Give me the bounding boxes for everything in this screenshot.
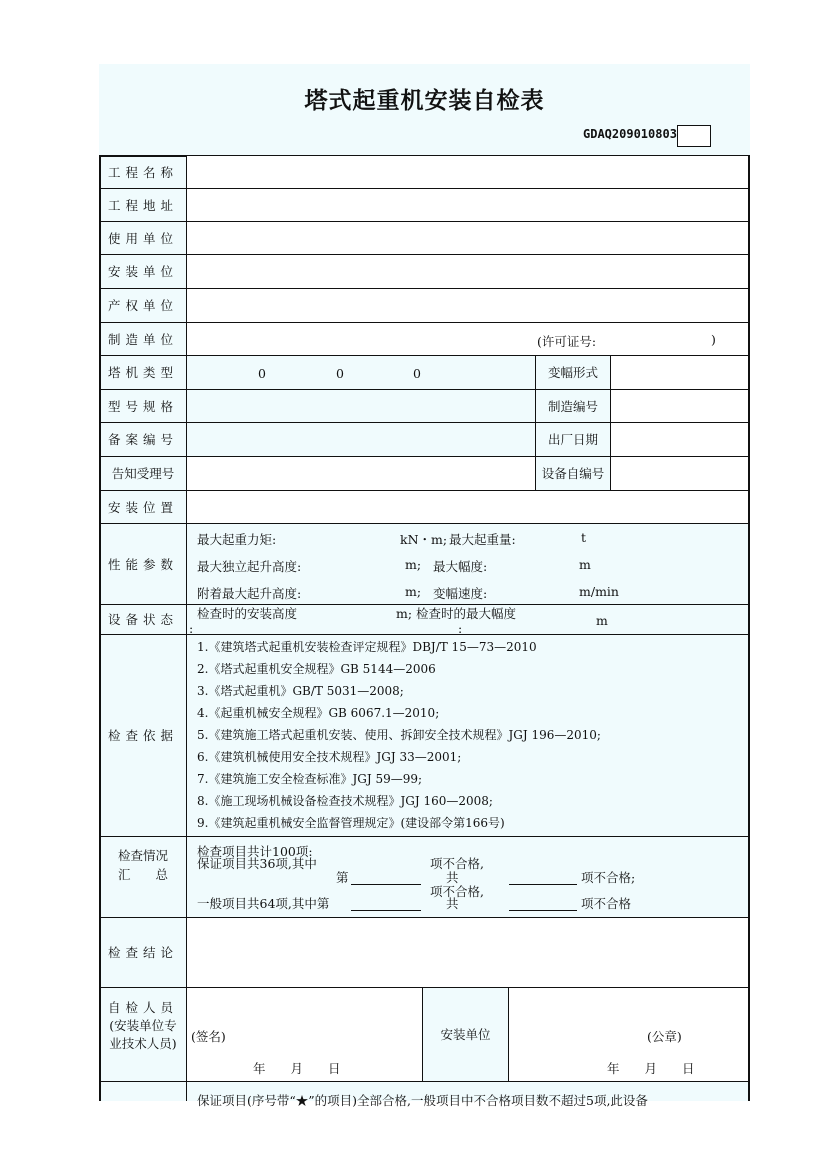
table-right-border [748, 155, 750, 1101]
max-radius-status-colon: : [458, 621, 463, 636]
guarantee-fail-count-field[interactable] [509, 884, 577, 885]
model-spec-label: 型号规格 [107, 398, 178, 414]
project-name-field[interactable] [187, 156, 748, 188]
project-name-label: 工程名称 [107, 164, 178, 180]
sign-date: 年 月 日 [253, 1061, 341, 1076]
max-radius-label: 最大幅度: [433, 559, 488, 574]
load-unit: t [581, 530, 587, 545]
max-moment-label: 最大起重力矩: [197, 532, 277, 547]
seal-date: 年 月 日 [607, 1061, 695, 1076]
inspector-label-2: (安装单位专 [109, 1018, 177, 1033]
license-label: (许可证号: [537, 334, 597, 349]
basis-item-2: 2.《塔式起重机安全规程》GB 5144—2006 [197, 662, 436, 676]
notice-no-field[interactable] [187, 457, 535, 490]
property-unit-field[interactable] [187, 289, 748, 322]
seal-label: (公章) [647, 1029, 682, 1044]
notice-no-label: 告知受理号 [111, 466, 175, 481]
sign-label: (签名) [191, 1029, 226, 1044]
basis-label: 检查依据 [107, 728, 178, 743]
install-unit-label: 安装单位 [107, 264, 178, 279]
free-height-label: 最大独立起升高度: [197, 559, 302, 574]
basis-item-3: 3.《塔式起重机》GB/T 5031—2008; [197, 684, 404, 698]
summary-fail-2b: 项不合格 [581, 896, 632, 911]
summary-gong-2: 共 [446, 896, 459, 911]
row-divider [99, 836, 750, 837]
factory-date-field[interactable] [611, 423, 748, 456]
inspector-install-unit-label: 安装单位 [440, 1027, 491, 1042]
summary-fail-1b: 项不合格; [581, 870, 636, 885]
basis-item-8: 8.《施工现场机械设备检查技术规程》JGJ 160—2008; [197, 794, 493, 808]
attached-height-label: 附着最大起升高度: [197, 586, 302, 601]
form-title: 塔式起重机安装自检表 [304, 88, 545, 114]
row-divider [99, 1081, 750, 1082]
max-radius-unit: m [579, 557, 591, 572]
general-fail-no-field[interactable] [351, 910, 421, 911]
row-divider [99, 523, 750, 524]
summary-guarantee: 保证项目共36项,其中 [197, 856, 317, 871]
manufacturer-field[interactable] [187, 323, 748, 355]
install-height-colon: : [189, 621, 194, 636]
factory-date-label: 出厂日期 [547, 432, 598, 447]
luff-speed-unit: m/min [579, 584, 619, 599]
device-no-label: 设备自编号 [541, 466, 605, 481]
form-code-box[interactable] [677, 125, 711, 147]
summary-label-2: 汇 总 [117, 867, 168, 882]
install-unit-field[interactable] [187, 255, 748, 288]
summary-label-1: 检查情况 [117, 848, 168, 863]
summary-fail-2: 项不合格, [430, 884, 484, 899]
row-divider [99, 634, 750, 635]
serial-no-field[interactable] [611, 390, 748, 422]
max-radius-status-label: m; 检查时的最大幅度 [396, 606, 517, 621]
install-position-field[interactable] [187, 491, 748, 523]
crane-type-value-3: 0 [413, 366, 421, 381]
inspector-label-3: 业技术人员) [109, 1036, 177, 1051]
max-load-label: 最大起重量: [449, 532, 516, 547]
crane-type-value-2: 0 [336, 366, 344, 381]
manufacturer-label: 制造单位 [107, 331, 178, 347]
project-address-field[interactable] [187, 189, 748, 221]
general-fail-count-field[interactable] [509, 910, 577, 911]
basis-item-5: 5.《建筑施工塔式起重机安装、使用、拆卸安全技术规程》JGJ 196—2010; [197, 728, 601, 742]
luffing-form-label: 变幅形式 [547, 365, 598, 380]
record-no-label: 备案编号 [107, 432, 178, 447]
form-sheet [99, 64, 750, 1108]
conclusion-field[interactable] [187, 918, 748, 987]
basis-item-1: 1.《建筑塔式起重机安装检查评定规程》DBJ/T 15—73—2010 [197, 640, 537, 654]
summary-total: 检查项目共计100项: [197, 844, 313, 859]
max-radius-status-unit: m [596, 613, 608, 628]
summary-gong-1: 共 [446, 870, 459, 885]
form-code: GDAQ209010803 [583, 127, 677, 141]
serial-no-label: 制造编号 [547, 398, 598, 414]
free-height-unit: m; [405, 557, 422, 572]
conclusion-label: 检查结论 [107, 945, 178, 960]
performance-label: 性能参数 [107, 556, 178, 572]
user-unit-field[interactable] [187, 222, 748, 254]
guarantee-fail-no-field[interactable] [351, 884, 421, 885]
basis-item-7: 7.《建筑施工安全检查标准》JGJ 59—99; [197, 772, 423, 786]
crane-type-label: 塔机类型 [107, 365, 178, 380]
basis-item-6: 6.《建筑机械使用安全技术规程》JGJ 33—2001; [197, 750, 462, 764]
crane-type-value-1: 0 [258, 366, 266, 381]
device-no-field[interactable] [611, 457, 748, 490]
summary-general: 一般项目共64项,其中第 [197, 896, 330, 911]
basis-item-9: 9.《建筑起重机械安全监督管理规定》(建设部令第166号) [197, 816, 505, 830]
property-unit-label: 产权单位 [107, 298, 178, 313]
moment-unit: kN・m; [400, 532, 448, 547]
footer-note: 保证项目(序号带“★”的项目)全部合格,一般项目中不合格项目数不超过5项,此设备 [197, 1093, 648, 1108]
summary-fail-1: 项不合格, [430, 856, 484, 871]
inspector-label-1: 自检人员 [107, 1000, 178, 1015]
install-position-label: 安装位置 [107, 499, 178, 515]
status-label: 设备状态 [107, 612, 178, 627]
attached-height-unit: m; [405, 584, 422, 599]
install-height-label: 检查时的安装高度 [197, 606, 298, 621]
luffing-form-field[interactable] [611, 356, 748, 389]
project-address-label: 工程地址 [107, 197, 178, 213]
license-close: ) [711, 332, 716, 347]
summary-di-1: 第 [336, 870, 349, 885]
basis-item-4: 4.《起重机械安全规程》GB 6067.1—2010; [197, 706, 440, 720]
luff-speed-label: 变幅速度: [433, 586, 488, 601]
user-unit-label: 使用单位 [107, 230, 178, 246]
